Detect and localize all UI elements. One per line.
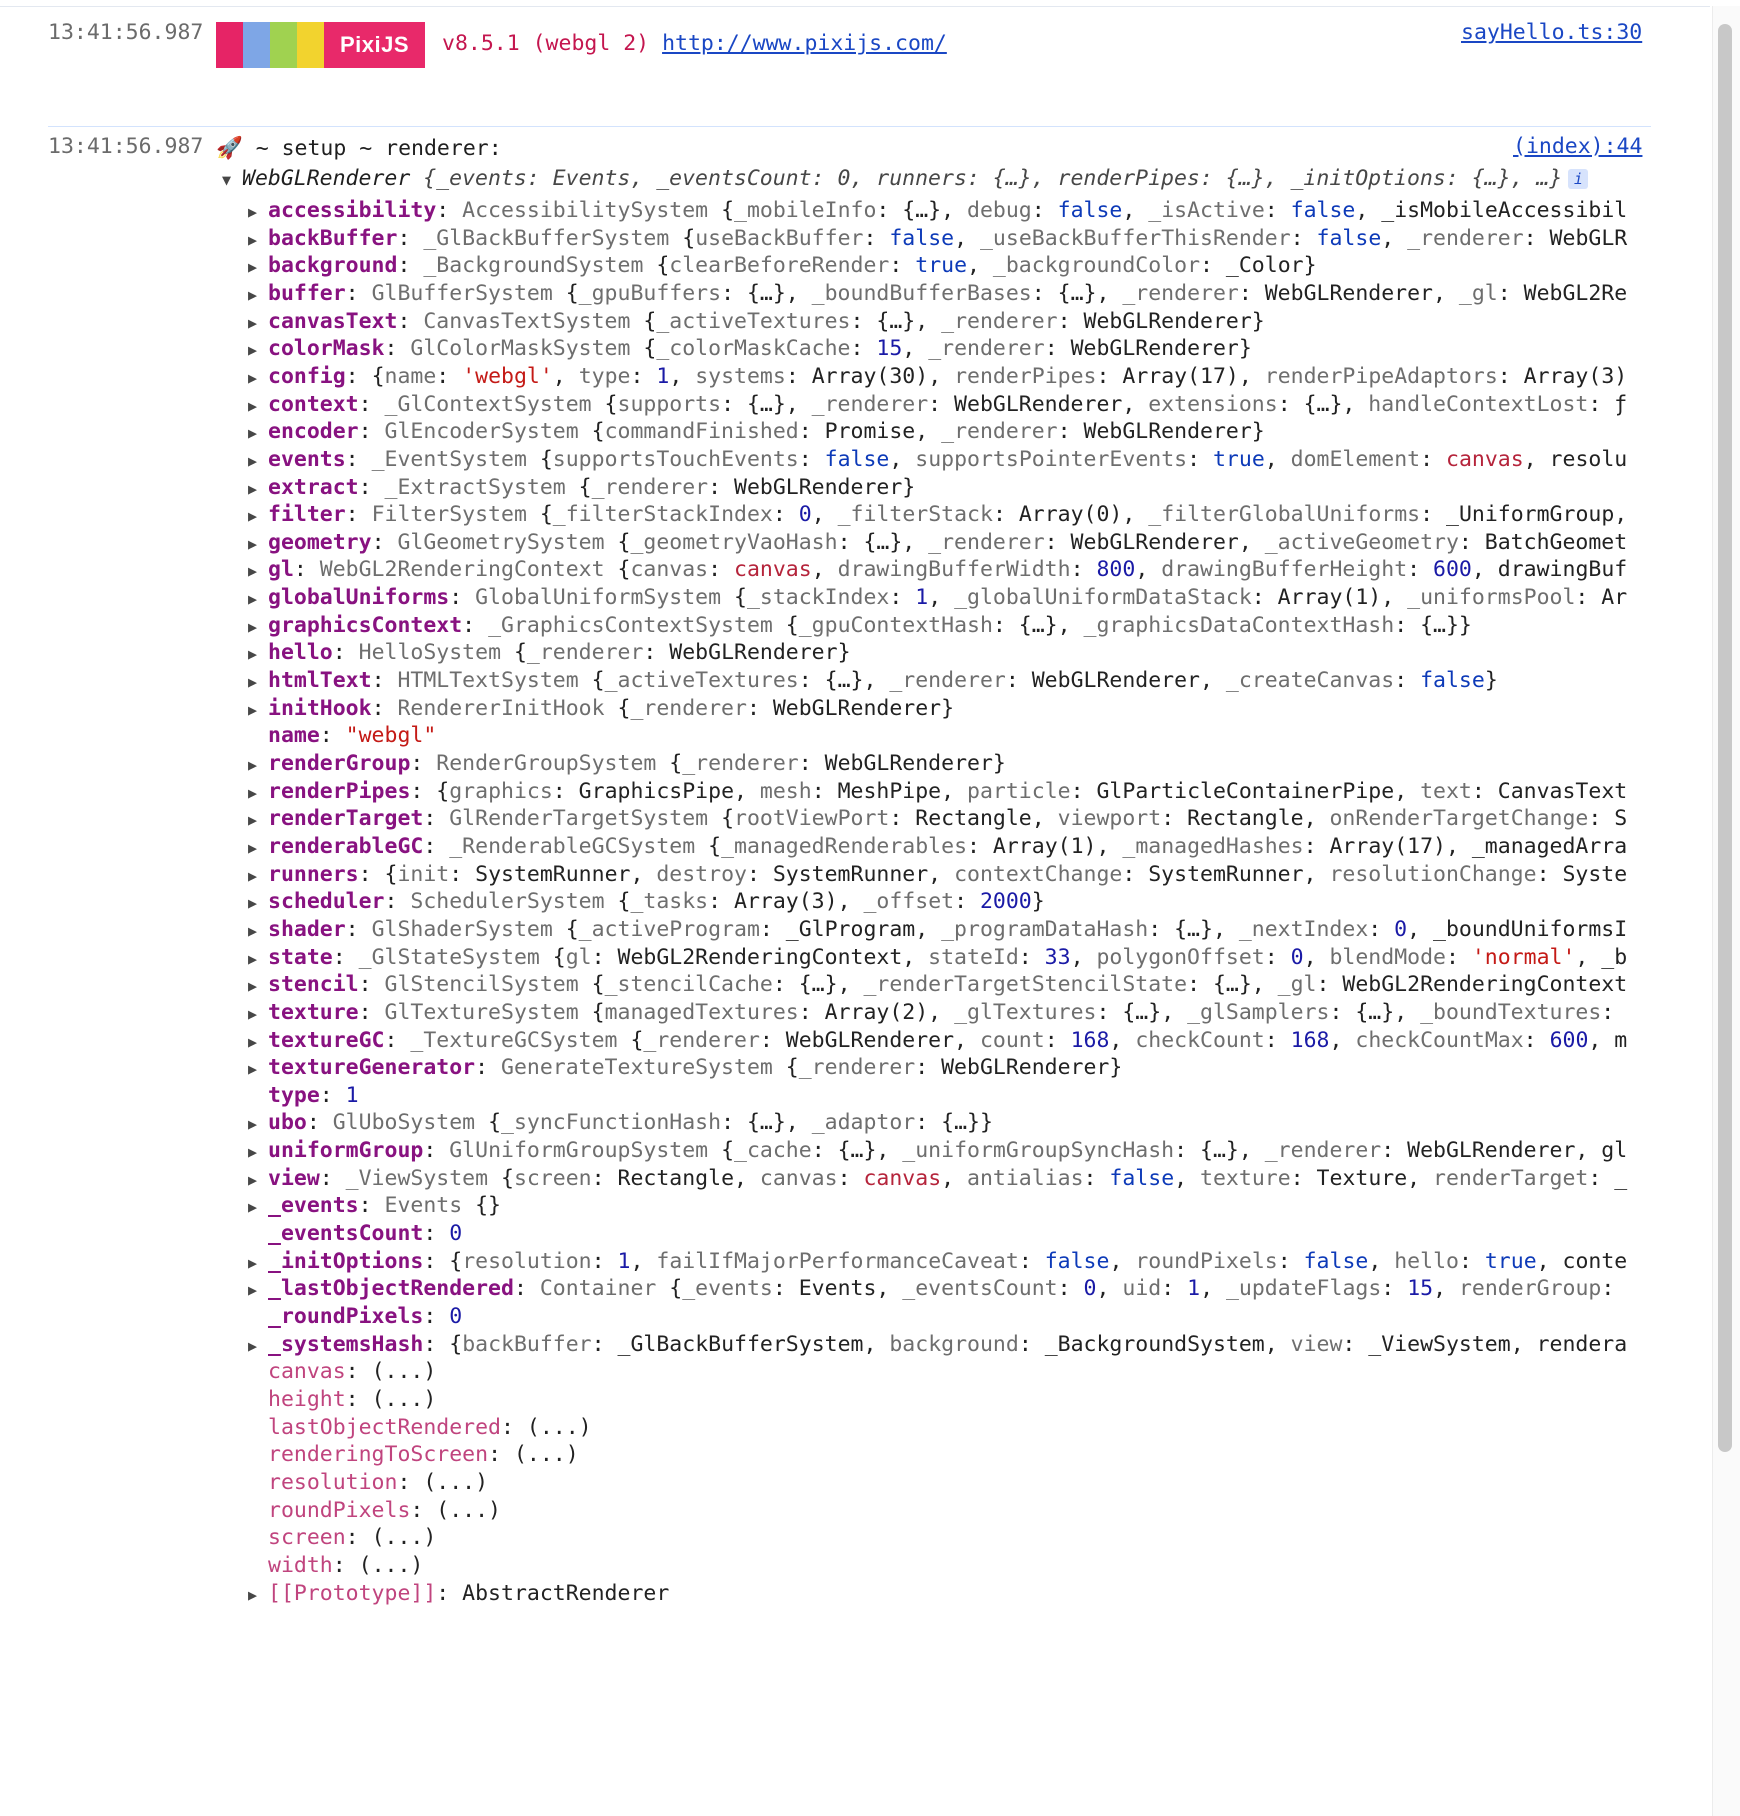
property-value: _ViewSystem {screen: Rectangle, canvas: canvas, antialias: false, texture: Texture, renderTarget: _ — [345, 1165, 1628, 1191]
property-key: _eventsCount — [268, 1221, 424, 1247]
property-key: _events — [268, 1193, 359, 1219]
property-key: config — [268, 363, 346, 389]
property-row-background[interactable] — [248, 251, 1634, 281]
summary-props: {_events: Events, _eventsCount: 0, runners: {…}, renderPipes: {…}, _initOptions: {…}, …} — [423, 166, 1563, 191]
property-value: {name: 'webgl', type: 1, systems: Array(30), renderPipes: Array(17), renderPipeAdaptors: Array(3) — [371, 363, 1628, 389]
property-row-_eventscount — [248, 1219, 1634, 1249]
property-row-graphicscontext[interactable] — [248, 611, 1634, 641]
property-row-renderingtoscreen — [248, 1440, 1634, 1470]
property-key: scheduler — [268, 889, 385, 915]
collapsed-triangle-icon[interactable]: ▶ — [248, 479, 258, 498]
property-key: _roundPixels — [268, 1304, 424, 1329]
getter-placeholder[interactable]: (...) — [371, 1525, 437, 1551]
collapsed-triangle-icon[interactable]: ▶ — [248, 811, 258, 830]
colon: : — [423, 1138, 450, 1164]
property-row-gl[interactable] — [248, 555, 1634, 585]
colon: : — [358, 419, 385, 445]
summary-class-name: WebGLRenderer — [242, 166, 411, 191]
colon: : — [384, 889, 411, 915]
property-value: GenerateTextureSystem {_renderer: WebGLRenderer} — [501, 1055, 1123, 1081]
property-value: _GlBackBufferSystem {useBackBuffer: false, _useBackBufferThisRender: false, _renderer: WebGLR — [423, 225, 1628, 251]
colon: : — [319, 1082, 346, 1108]
property-row-context[interactable] — [248, 390, 1634, 420]
property-row-_initoptions[interactable] — [248, 1247, 1634, 1277]
property-key: stencil — [268, 972, 359, 998]
property-key: colorMask — [268, 336, 385, 362]
colon: : — [449, 585, 476, 611]
collapsed-triangle-icon[interactable]: ▶ — [248, 756, 258, 774]
property-row-uniformgroup[interactable] — [248, 1136, 1634, 1166]
property-value: _RenderableGCSystem {_managedRenderables: Array(1), _managedHashes: Array(17), _managedArra — [449, 833, 1628, 859]
colon: : — [397, 253, 424, 279]
property-row-texturegc[interactable] — [248, 1026, 1634, 1056]
collapsed-triangle-icon[interactable]: ▶ — [248, 258, 258, 277]
colon: : — [345, 280, 372, 306]
property-key: ubo — [268, 1110, 307, 1136]
colon: : — [345, 1525, 372, 1551]
colon: : — [358, 861, 385, 887]
property-key: runners — [268, 861, 359, 887]
property-key: _initOptions — [268, 1248, 424, 1274]
property-row-stencil[interactable] — [248, 970, 1634, 1000]
colon: : — [345, 363, 372, 389]
colon: : — [423, 1221, 450, 1247]
property-key: encoder — [268, 419, 359, 445]
property-row-config[interactable] — [248, 362, 1634, 392]
colon: : — [345, 916, 372, 942]
collapsed-triangle-icon[interactable]: ▶ — [248, 1115, 258, 1134]
collapsed-triangle-icon[interactable]: ▶ — [248, 1143, 258, 1162]
property-row-view[interactable] — [248, 1164, 1634, 1194]
collapsed-triangle-icon[interactable]: ▶ — [248, 368, 258, 387]
colon: : — [488, 1442, 514, 1468]
collapsed-triangle-icon[interactable]: ▶ — [248, 1060, 258, 1079]
property-value: HelloSystem {_renderer: WebGLRenderer} — [358, 640, 851, 666]
property-value: GlUboSystem {_syncFunctionHash: {…}, _adaptor: {…}} — [332, 1110, 993, 1136]
colon: : — [423, 1331, 450, 1357]
property-value: {resolution: 1, failIfMajorPerformanceCaveat: false, roundPixels: false, hello: true, conte — [449, 1248, 1628, 1274]
colon: : — [475, 1055, 501, 1081]
property-value: CanvasTextSystem {_activeTextures: {…}, _renderer: WebGLRenderer} — [423, 308, 1265, 334]
badge-swatch — [216, 22, 243, 68]
property-row-htmltext[interactable] — [248, 666, 1634, 696]
property-key: _systemsHash — [268, 1331, 424, 1357]
badge-label: PixiJS — [324, 22, 425, 68]
property-key: texture — [268, 999, 359, 1025]
colon: : — [358, 999, 385, 1025]
collapsed-triangle-icon[interactable]: ▶ — [248, 977, 258, 996]
colon: : — [332, 640, 359, 666]
property-row-name — [248, 721, 1634, 751]
collapsed-triangle-icon[interactable]: ▶ — [248, 424, 258, 443]
collapsed-triangle-icon[interactable]: ▶ — [248, 783, 258, 802]
colon: : — [501, 1414, 527, 1440]
property-key: state — [268, 944, 333, 970]
property-value: _GlStateSystem {gl: WebGL2RenderingContext, stateId: 33, polygonOffset: 0, blendMode: 'normal', _b — [358, 944, 1628, 970]
collapsed-triangle-icon[interactable]: ▶ — [248, 617, 258, 636]
property-row-_systemshash[interactable] — [248, 1330, 1634, 1360]
property-row-colormask[interactable] — [248, 334, 1634, 364]
property-value: HTMLTextSystem {_activeTextures: {…}, _renderer: WebGLRenderer, _createCanvas: false} — [397, 668, 1498, 694]
collapsed-triangle-icon[interactable]: ▶ — [248, 590, 258, 609]
property-value: {backBuffer: _GlBackBufferSystem, background: _BackgroundSystem, view: _ViewSystem, rendera — [449, 1331, 1628, 1357]
colon: : — [345, 1359, 372, 1385]
property-row-state[interactable] — [248, 943, 1634, 973]
property-row-globaluniforms[interactable] — [248, 583, 1634, 613]
console-top-divider — [0, 6, 1710, 7]
colon: : — [319, 723, 346, 749]
property-value: 0 — [449, 1304, 463, 1329]
colon: : — [345, 446, 372, 472]
property-key: initHook — [268, 695, 372, 721]
colon: : — [384, 336, 411, 362]
getter-placeholder[interactable]: (...) — [371, 1359, 437, 1385]
property-row-buffer[interactable] — [248, 279, 1634, 309]
log-timestamp: 13:41:56.987 — [48, 134, 204, 159]
property-row-rendertarget[interactable] — [248, 804, 1634, 834]
property-key: filter — [268, 502, 346, 528]
property-value: GlColorMaskSystem {_colorMaskCache: 15, _renderer: WebGLRenderer} — [410, 336, 1252, 362]
property-value: _TextureGCSystem {_renderer: WebGLRenderer, count: 168, checkCount: 168, checkCountMax: 600, m — [410, 1027, 1628, 1053]
property-value: Container {_events: Events, _eventsCount: 0, uid: 1, _updateFlags: 15, renderGroup: — [539, 1276, 1615, 1302]
colon: : — [423, 1304, 450, 1329]
colon: : — [436, 198, 463, 223]
getter-placeholder[interactable]: (...) — [436, 1497, 502, 1523]
collapsed-triangle-icon[interactable]: ▶ — [248, 1585, 258, 1604]
colon: : — [371, 695, 398, 721]
property-row-_events[interactable] — [248, 1191, 1634, 1221]
expanded-triangle-icon[interactable]: ▼ — [222, 171, 232, 189]
info-icon[interactable]: i — [1568, 169, 1588, 189]
property-row-texturegenerator[interactable] — [248, 1053, 1634, 1083]
property-value: GlGeometrySystem {_geometryVaoHash: {…}, _renderer: WebGLRenderer, _activeGeometry: BatchGeomet — [397, 529, 1628, 555]
property-key: screen — [268, 1525, 346, 1551]
colon: : — [358, 391, 385, 417]
source-link-index[interactable]: (index):44 — [1513, 134, 1643, 159]
colon: : — [371, 529, 398, 555]
property-value: SchedulerSystem {_tasks: Array(3), _offset: 2000} — [410, 889, 1045, 915]
property-key: renderGroup — [268, 751, 411, 776]
property-row-extract[interactable] — [248, 473, 1634, 503]
property-row-canvastext[interactable] — [248, 307, 1634, 337]
property-key: name — [268, 723, 320, 749]
property-value: FilterSystem {_filterStackIndex: 0, _filterStack: Array(0), _filterGlobalUniforms: _UniformGroup, — [371, 502, 1628, 528]
version-text: v8.5.1 (webgl 2) — [442, 31, 663, 56]
property-value: "webgl" — [345, 723, 437, 749]
property-key: height — [268, 1386, 346, 1412]
property-value: 1 — [345, 1082, 359, 1108]
property-key: renderPipes — [268, 778, 411, 804]
colon: : — [332, 1552, 359, 1578]
source-link-sayhello[interactable]: sayHello.ts:30 — [1461, 20, 1643, 45]
property-row-shader[interactable] — [248, 915, 1634, 945]
property-key: events — [268, 446, 346, 472]
colon: : — [423, 1248, 450, 1274]
colon: : — [513, 1276, 540, 1302]
property-key: roundPixels — [268, 1497, 411, 1523]
property-value: RenderGroupSystem {_renderer: WebGLRenderer} — [436, 751, 1006, 776]
collapsed-triangle-icon[interactable]: ▶ — [248, 1004, 258, 1023]
property-row-hello[interactable] — [248, 638, 1634, 668]
collapsed-triangle-icon[interactable]: ▶ — [248, 645, 258, 664]
collapsed-triangle-icon[interactable]: ▶ — [248, 285, 258, 304]
property-key: renderableGC — [268, 833, 424, 859]
property-row-ubo[interactable] — [248, 1108, 1634, 1138]
colon: : — [410, 778, 437, 804]
property-key: backBuffer — [268, 225, 398, 251]
colon: : — [332, 944, 359, 970]
property-value: GlStencilSystem {_stencilCache: {…}, _renderTargetStencilState: {…}, _gl: WebGL2RenderingContext — [384, 972, 1628, 998]
property-key: width — [268, 1552, 333, 1578]
collapsed-triangle-icon[interactable]: ▶ — [248, 562, 258, 581]
collapsed-triangle-icon[interactable]: ▶ — [248, 230, 258, 249]
colon: : — [397, 308, 424, 334]
property-row-height — [248, 1385, 1634, 1415]
property-value: Events {} — [384, 1193, 502, 1219]
property-key: extract — [268, 474, 359, 500]
property-value: GlEncoderSystem {commandFinished: Promise, _renderer: WebGLRenderer} — [384, 419, 1265, 445]
colon: : — [358, 972, 385, 998]
collapsed-triangle-icon[interactable]: ▶ — [248, 451, 258, 470]
badge-swatch — [243, 22, 270, 68]
prototype-value: AbstractRenderer — [462, 1580, 670, 1606]
property-row-canvas — [248, 1357, 1634, 1387]
property-key: canvasText — [268, 308, 398, 334]
colon: : — [436, 1580, 463, 1606]
property-value: GlShaderSystem {_activeProgram: _GlProgram, _programDataHash: {…}, _nextIndex: 0, _boundUniformsI — [371, 916, 1628, 942]
property-row-width — [248, 1551, 1634, 1581]
getter-placeholder[interactable]: (...) — [358, 1552, 424, 1578]
property-value: GlBufferSystem {_gpuBuffers: {…}, _boundBufferBases: {…}, _renderer: WebGLRenderer, _gl: WebGL2Re — [371, 280, 1628, 306]
property-key: textureGenerator — [268, 1055, 476, 1081]
property-value: _GraphicsContextSystem {_gpuContextHash: {…}, _graphicsDataContextHash: {…}} — [488, 612, 1472, 638]
property-row-events[interactable] — [248, 445, 1634, 475]
colon: : — [423, 833, 450, 859]
property-row-inithook[interactable] — [248, 694, 1634, 724]
property-key: context — [268, 391, 359, 417]
property-value: RendererInitHook {_renderer: WebGLRenderer} — [397, 695, 955, 721]
colon: : — [293, 557, 320, 583]
property-row-screen — [248, 1523, 1634, 1553]
property-value: _ExtractSystem {_renderer: WebGLRenderer} — [384, 474, 916, 500]
property-value: _BackgroundSystem {clearBeforeRender: true, _backgroundColor: _Color} — [423, 253, 1317, 279]
colon: : — [410, 751, 437, 776]
renderer-object-summary[interactable] — [222, 164, 1588, 194]
property-key: view — [268, 1165, 320, 1191]
property-value: GlUniformGroupSystem {_cache: {…}, _uniformGroupSyncHash: {…}, _renderer: WebGLRenderer, gl — [449, 1138, 1628, 1164]
property-row-backbuffer[interactable] — [248, 224, 1634, 254]
collapsed-triangle-icon[interactable]: ▶ — [248, 534, 258, 553]
badge-swatch — [270, 22, 297, 68]
pixijs-url-link[interactable]: http://www.pixijs.com/ — [662, 31, 947, 56]
log-message: 🚀 ~ setup ~ renderer: — [216, 136, 502, 161]
property-key: [[Prototype]] — [268, 1580, 437, 1606]
colon: : — [397, 1469, 424, 1495]
property-key: resolution — [268, 1469, 398, 1495]
property-row-filter[interactable] — [248, 500, 1634, 530]
property-row-resolution — [248, 1468, 1634, 1498]
property-value: {graphics: GraphicsPipe, mesh: MeshPipe, particle: GlParticleContainerPipe, text: CanvasText — [436, 778, 1628, 804]
property-row-accessibility[interactable] — [248, 196, 1634, 226]
collapsed-triangle-icon[interactable]: ▶ — [248, 921, 258, 940]
collapsed-triangle-icon[interactable]: ▶ — [248, 313, 258, 332]
collapsed-triangle-icon[interactable]: ▶ — [248, 341, 258, 360]
colon: : — [410, 1497, 437, 1523]
colon: : — [371, 668, 398, 694]
property-key: globalUniforms — [268, 585, 450, 611]
property-row-lastobjectrendered — [248, 1413, 1634, 1443]
colon: : — [319, 1165, 346, 1191]
property-key: buffer — [268, 280, 346, 306]
property-value: GlobalUniformSystem {_stackIndex: 1, _globalUniformDataStack: Array(1), _uniformsPool: Ar — [475, 585, 1628, 611]
pixijs-version — [442, 31, 947, 56]
property-key: gl — [268, 557, 294, 583]
colon: : — [345, 502, 372, 528]
colon: : — [397, 225, 424, 251]
property-key: htmlText — [268, 668, 372, 694]
collapsed-triangle-icon[interactable]: ▶ — [248, 894, 258, 913]
collapsed-triangle-icon[interactable]: ▶ — [248, 866, 258, 885]
property-row-prototype[interactable] — [248, 1579, 1634, 1609]
property-row-type — [248, 1081, 1634, 1111]
getter-placeholder[interactable]: (...) — [513, 1442, 579, 1468]
property-key: canvas — [268, 1359, 346, 1385]
property-row-_roundpixels — [248, 1302, 1634, 1332]
property-key: renderTarget — [268, 806, 424, 832]
property-row-geometry[interactable] — [248, 528, 1634, 558]
collapsed-triangle-icon[interactable]: ▶ — [248, 700, 258, 719]
property-value: {init: SystemRunner, destroy: SystemRunner, contextChange: SystemRunner, resolutionChange: Syste — [384, 861, 1628, 887]
property-key: lastObjectRendered — [268, 1414, 501, 1440]
colon: : — [306, 1110, 333, 1136]
property-row-scheduler[interactable] — [248, 887, 1634, 917]
property-value: GlTextureSystem {managedTextures: Array(2), _glTextures: {…}, _glSamplers: {…}, _boundTextures: — [384, 999, 1615, 1025]
property-key: _lastObjectRendered — [268, 1276, 514, 1302]
collapsed-triangle-icon[interactable]: ▶ — [248, 1032, 258, 1051]
colon: : — [358, 1193, 385, 1219]
collapsed-triangle-icon[interactable]: ▶ — [248, 1336, 258, 1355]
collapsed-triangle-icon[interactable]: ▶ — [248, 203, 258, 221]
getter-placeholder[interactable]: (...) — [371, 1386, 437, 1412]
scrollbar-thumb[interactable] — [1718, 24, 1732, 1452]
property-key: hello — [268, 640, 333, 666]
message-divider — [48, 126, 1651, 127]
log-timestamp: 13:41:56.987 — [48, 20, 204, 45]
colon: : — [423, 806, 450, 832]
property-value: _EventSystem {supportsTouchEvents: false, supportsPointerEvents: true, domElement: canvas, resolu — [371, 446, 1628, 472]
property-key: accessibility — [268, 198, 437, 223]
property-value: 0 — [449, 1221, 463, 1247]
collapsed-triangle-icon[interactable]: ▶ — [248, 507, 258, 526]
property-value: _GlContextSystem {supports: {…}, _renderer: WebGLRenderer, extensions: {…}, handleContextLost: ƒ — [384, 391, 1628, 417]
collapsed-triangle-icon[interactable]: ▶ — [248, 1170, 258, 1189]
collapsed-triangle-icon[interactable]: ▶ — [248, 1281, 258, 1300]
colon: : — [462, 612, 489, 638]
collapsed-triangle-icon[interactable]: ▶ — [248, 673, 258, 692]
property-row-texture[interactable] — [248, 998, 1634, 1028]
property-key: geometry — [268, 529, 372, 555]
property-row-runners[interactable] — [248, 860, 1634, 890]
badge-swatch — [297, 22, 324, 68]
collapsed-triangle-icon[interactable]: ▶ — [248, 1253, 258, 1272]
colon: : — [384, 1027, 411, 1053]
collapsed-triangle-icon[interactable]: ▶ — [248, 1198, 258, 1217]
property-value: GlRenderTargetSystem {rootViewPort: Rectangle, viewport: Rectangle, onRenderTargetChange: S — [449, 806, 1628, 832]
property-value: AccessibilitySystem {_mobileInfo: {…}, debug: false, _isActive: false, _isMobileAccessibil — [462, 198, 1628, 223]
property-key: uniformGroup — [268, 1138, 424, 1164]
property-key: renderingToScreen — [268, 1442, 489, 1468]
getter-placeholder[interactable]: (...) — [423, 1469, 489, 1495]
getter-placeholder[interactable]: (...) — [526, 1414, 592, 1440]
property-row-rendergroup[interactable] — [248, 749, 1634, 779]
property-key: textureGC — [268, 1027, 385, 1053]
colon: : — [358, 474, 385, 500]
pixijs-badge — [216, 22, 425, 68]
property-key: graphicsContext — [268, 612, 463, 638]
property-key: type — [268, 1082, 320, 1108]
property-value: WebGL2RenderingContext {canvas: canvas, drawingBufferWidth: 800, drawingBufferHeight: 600, drawingBuf — [319, 557, 1628, 583]
collapsed-triangle-icon[interactable]: ▶ — [248, 949, 258, 968]
property-row-renderpipes[interactable] — [248, 777, 1634, 807]
property-row-_lastobjectrendered[interactable] — [248, 1274, 1634, 1304]
property-key: shader — [268, 916, 346, 942]
property-row-roundpixels — [248, 1496, 1634, 1526]
collapsed-triangle-icon[interactable]: ▶ — [248, 396, 258, 415]
colon: : — [345, 1386, 372, 1412]
collapsed-triangle-icon[interactable]: ▶ — [248, 838, 258, 857]
property-row-renderablegc[interactable] — [248, 832, 1634, 862]
property-key: background — [268, 253, 398, 279]
property-row-encoder[interactable] — [248, 417, 1634, 447]
